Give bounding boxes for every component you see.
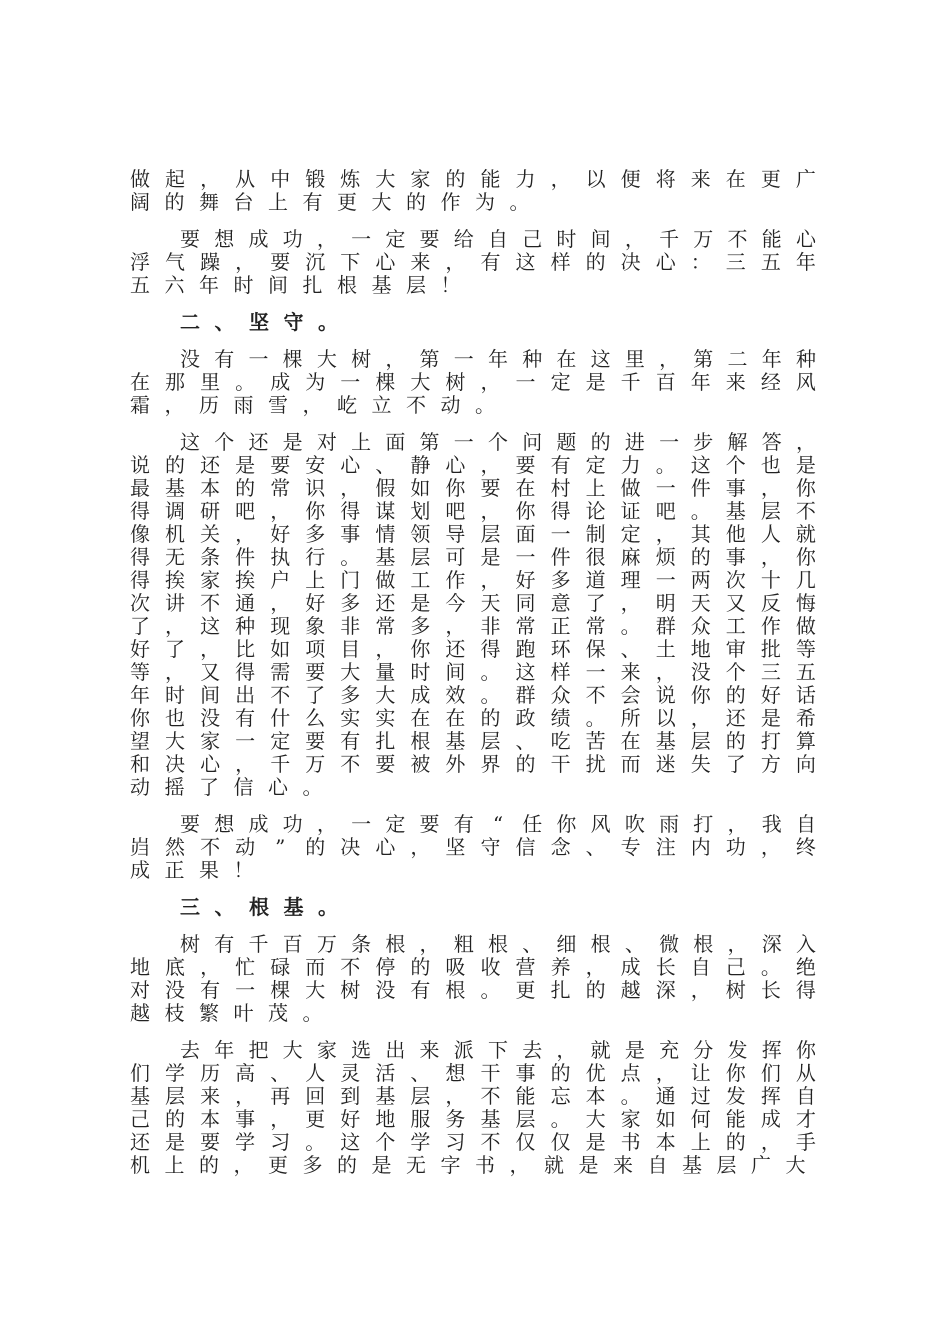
- text-line: 年 时 间 出 不 了 多 大 成 效 。 群 众 不 会 说 你 的 好 话: [130, 683, 816, 707]
- text-line: 们 学 历 高 、 人 灵 活 、 想 干 事 的 优 点 ， 让 你 们 从: [130, 1061, 816, 1085]
- paragraph: [130, 813, 816, 882]
- paragraph: [130, 1039, 816, 1177]
- text-line: 五 六 年 时 间 扎 根 基 层 ！: [130, 273, 461, 297]
- paragraph: [130, 228, 816, 297]
- text-line: 望 大 家 一 定 要 有 扎 根 基 层 、 吃 苦 在 基 层 的 打 算: [130, 729, 816, 753]
- section-heading: 三 、 根 基 。: [180, 895, 338, 919]
- text-line: 阔 的 舞 台 上 有 更 大 的 作 为 。: [130, 190, 530, 214]
- text-line: 你 也 没 有 什 么 实 实 在 在 的 政 绩 。 所 以 ， 还 是 希: [130, 706, 816, 730]
- text-line: 没 有 一 棵 大 树 ， 第 一 年 种 在 这 里 ， 第 二 年 种: [180, 347, 816, 371]
- paragraph: [130, 933, 816, 1025]
- text-line: 得 调 研 吧 ， 你 得 谋 划 吧 ， 你 得 论 证 吧 。 基 层 不: [130, 499, 816, 523]
- text-line: 要 想 成 功 ， 一 定 要 有 “ 任 你 风 吹 雨 打 ， 我 自: [180, 812, 816, 836]
- text-line: 等 ， 又 得 需 要 大 量 时 间 。 这 样 一 来 ， 没 个 三 五: [130, 660, 816, 684]
- text-line: 树 有 千 百 万 条 根 ， 粗 根 、 细 根 、 微 根 ， 深 入: [180, 932, 816, 956]
- text-line: 次 讲 不 通 ， 好 多 还 是 今 天 同 意 了 ， 明 天 又 反 悔: [130, 591, 816, 615]
- text-line: 动 摇 了 信 心 。: [130, 775, 323, 799]
- text-line: 去 年 把 大 家 选 出 来 派 下 去 ， 就 是 充 分 发 挥 你: [180, 1038, 816, 1062]
- text-line: 和 决 心 ， 千 万 不 要 被 外 界 的 干 扰 而 迷 失 了 方 向: [130, 752, 816, 776]
- text-line: 越 枝 繁 叶 茂 。: [130, 1001, 323, 1025]
- text-line: 岿 然 不 动 ” 的 决 心 ， 坚 守 信 念 、 专 注 内 功 ， 终: [130, 835, 816, 859]
- section-heading: 二 、 坚 守 。: [180, 310, 338, 334]
- text-line: 这 个 还 是 对 上 面 第 一 个 问 题 的 进 一 步 解 答 ，: [180, 430, 816, 454]
- text-line: 霜 ， 历 雨 雪 ， 屹 立 不 动 。: [130, 393, 495, 417]
- text-line: 要 想 成 功 ， 一 定 要 给 自 己 时 间 ， 千 万 不 能 心: [180, 227, 816, 251]
- text-line: 基 层 来 ， 再 回 到 基 层 ， 不 能 忘 本 。 通 过 发 挥 自: [130, 1084, 816, 1108]
- text-line: 得 无 条 件 执 行 。 基 层 可 是 一 件 很 麻 烦 的 事 ， 你: [130, 545, 816, 569]
- paragraph: [130, 431, 816, 799]
- text-line: 对 没 有 一 棵 大 树 没 有 根 。 更 扎 的 越 深 ， 树 长 得: [130, 978, 816, 1002]
- text-line: 在 那 里 。 成 为 一 棵 大 树 ， 一 定 是 千 百 年 来 经 风: [130, 370, 816, 394]
- text-line: 最 基 本 的 常 识 ， 假 如 你 要 在 村 上 做 一 件 事 ， 你: [130, 476, 816, 500]
- text-line: 像 机 关 ， 好 多 事 情 领 导 层 面 一 制 定 ， 其 他 人 就: [130, 522, 816, 546]
- text-line: 得 挨 家 挨 户 上 门 做 工 作 ， 好 多 道 理 一 两 次 十 几: [130, 568, 816, 592]
- text-line: 机 上 的 ， 更 多 的 是 无 字 书 ， 就 是 来 自 基 层 广 大: [130, 1153, 806, 1177]
- text-line: 还 是 要 学 习 。 这 个 学 习 不 仅 仅 是 书 本 上 的 ， 手: [130, 1130, 816, 1154]
- paragraph: [130, 168, 816, 214]
- text-line: 了 ， 这 种 现 象 非 常 多 ， 非 常 正 常 。 群 众 工 作 做: [130, 614, 816, 638]
- document-body: [130, 168, 816, 1191]
- text-line: 做 起 ， 从 中 锻 炼 大 家 的 能 力 ， 以 便 将 来 在 更 广: [130, 167, 816, 191]
- paragraph: [130, 348, 816, 417]
- text-line: 浮 气 躁 ， 要 沉 下 心 来 ， 有 这 样 的 决 心 ： 三 五 年: [130, 250, 816, 274]
- text-line: 成 正 果 ！: [130, 858, 254, 882]
- text-line: 说 的 还 是 要 安 心 、 静 心 ， 要 有 定 力 。 这 个 也 是: [130, 453, 816, 477]
- text-line: 己 的 本 事 ， 更 好 地 服 务 基 层 。 大 家 如 何 能 成 才: [130, 1107, 816, 1131]
- text-line: 地 底 ， 忙 碌 而 不 停 的 吸 收 营 养 ， 成 长 自 己 。 绝: [130, 955, 816, 979]
- text-line: 好 了 ， 比 如 项 目 ， 你 还 得 跑 环 保 、 土 地 审 批 等: [130, 637, 816, 661]
